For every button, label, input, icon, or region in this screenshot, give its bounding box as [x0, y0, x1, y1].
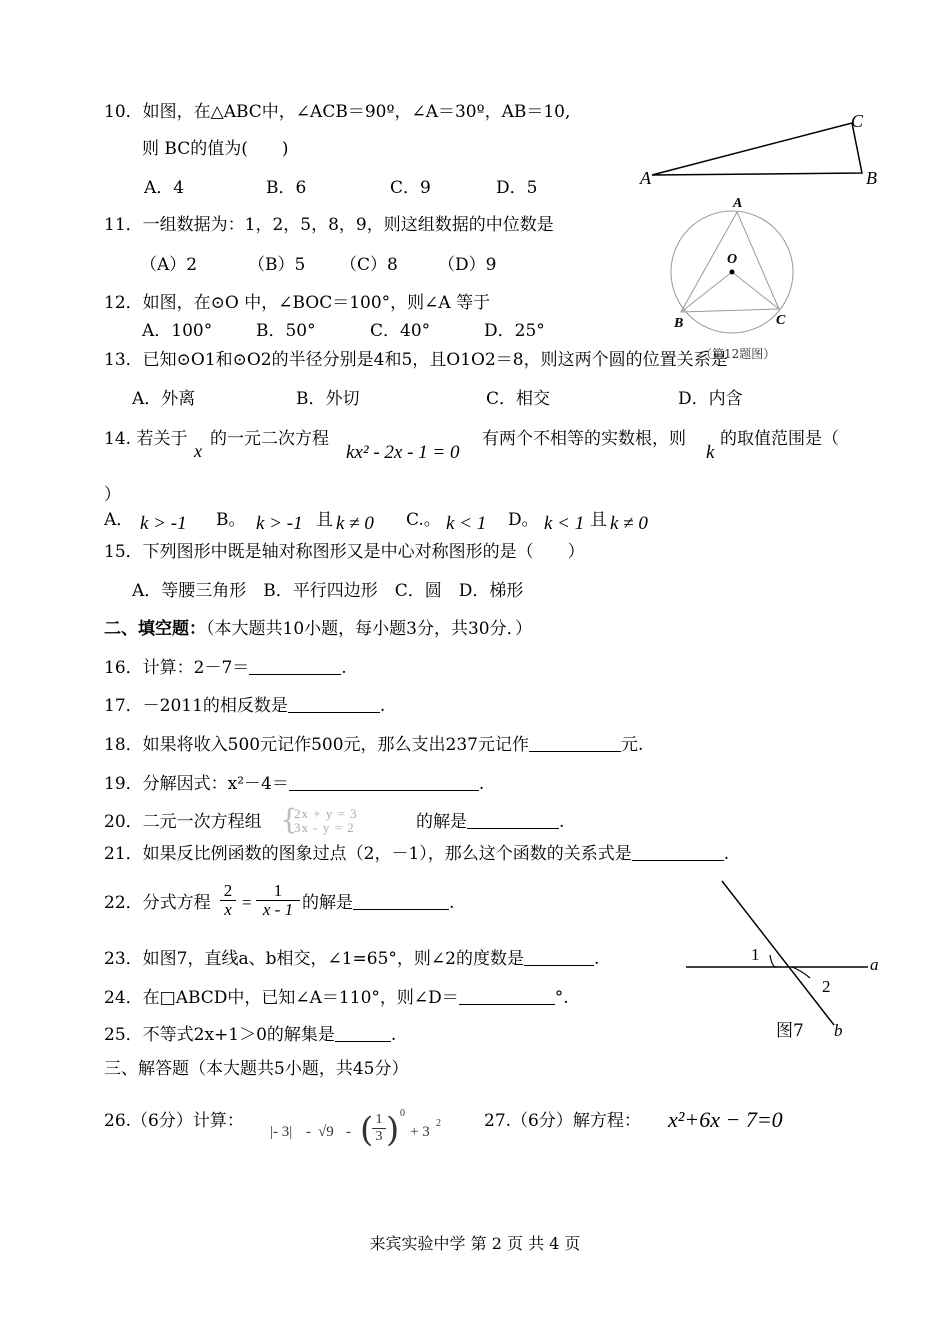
q16-text: 16．计算：2－7＝	[104, 658, 250, 678]
q20-end: .	[559, 812, 565, 832]
q20-system: { 2x + y = 3 3x - y = 2	[280, 803, 358, 836]
q26-plus: + 3	[410, 1124, 430, 1140]
q10-line2: 则 BC的值为( )	[142, 139, 289, 159]
q17-text: 17．－2011的相反数是	[104, 696, 288, 716]
q14-option-b-and: 且	[316, 510, 333, 530]
q24-answer-blank[interactable]	[459, 988, 555, 1005]
q22-fraction-2	[256, 882, 300, 919]
q14-prefix: 14. 若关于	[104, 429, 188, 449]
q22-den1: x	[224, 900, 232, 919]
q13-option-b: B．外切	[296, 389, 360, 409]
q26-abs: |- 3|	[270, 1124, 293, 1140]
q26-exp0: 0	[400, 1108, 405, 1119]
q14-option-a-value: k > -1	[140, 513, 187, 534]
q10-label-a: A	[640, 168, 651, 188]
q22-equals: =	[242, 893, 252, 912]
q12-label-c: C	[776, 313, 786, 328]
q14-option-b-label: B。	[216, 510, 246, 530]
q11-option-b: （B）5	[248, 255, 306, 275]
q25-text: 25．不等式2x+1＞0的解集是	[104, 1025, 335, 1045]
q18-end: 元.	[620, 735, 644, 755]
q19-end: .	[478, 774, 485, 794]
q26-sqrt: √9	[318, 1124, 334, 1140]
q14-mid1: 的一元二次方程	[210, 429, 329, 449]
q14-var-k: k	[706, 442, 715, 463]
q14-var-x: x	[194, 441, 202, 461]
q22-den2: x - 1	[262, 900, 294, 919]
q12-option-c: C．40°	[370, 321, 431, 341]
q12-label-o: O	[727, 252, 738, 267]
q10-label-b: B	[866, 168, 877, 188]
q26-frac-den: 3	[375, 1129, 383, 1144]
q18-answer-blank[interactable]	[529, 735, 621, 752]
q12-option-d: D．25°	[484, 321, 545, 341]
q10-option-a: A．4	[144, 178, 185, 198]
q15-options: A．等腰三角形 B．平行四边形 C．圆 D．梯形	[132, 581, 524, 601]
q23-figure-caption: 图7	[776, 1021, 804, 1041]
q17-answer-blank[interactable]	[288, 696, 380, 713]
q24-end: °.	[554, 988, 569, 1008]
q12-option-a: A．100°	[142, 321, 213, 341]
q14-option-b-value: k > -1	[256, 513, 303, 534]
q12-label-a: A	[733, 196, 743, 211]
q24-text: 24．在□ABCD中，已知∠A＝110°，则∠D＝	[104, 988, 459, 1008]
q14-equation: kx² - 2x - 1 = 0	[346, 442, 460, 463]
q12-text: 12．如图，在⊙O 中，∠BOC＝100°，则∠A 等于	[104, 293, 491, 313]
q12-figure-caption: （第12题图）	[700, 347, 776, 361]
q23-label-a: a	[870, 955, 879, 974]
q15-text: 15．下列图形中既是轴对称图形又是中心对称图形的是（ ）	[104, 542, 585, 562]
q14-option-b-value2: k ≠ 0	[336, 513, 374, 534]
q23-answer-blank[interactable]	[524, 949, 594, 966]
q10-label-c: C	[851, 111, 864, 131]
q16-end: .	[341, 658, 347, 678]
q23-label-2: 2	[822, 977, 831, 996]
q26-expression: |- 3| - √9 - ( 1 3 ) 0 + 3 2	[270, 1108, 441, 1150]
q12-label-b: B	[674, 316, 684, 331]
q26-exp2: 2	[436, 1118, 441, 1129]
q14-option-c-label: C.。	[406, 510, 441, 530]
q14-suffix: 的取值范围是（	[720, 429, 839, 449]
section2-title: 二、填空题：	[104, 619, 206, 639]
q20-mid: 的解是	[416, 812, 467, 832]
q10-option-b: B．6	[266, 178, 307, 198]
q26-minus2: -	[346, 1124, 351, 1140]
q25-answer-blank[interactable]	[335, 1025, 391, 1042]
q11-option-a: （A）2	[140, 255, 198, 275]
q13-text: 13．已知⊙O1和⊙O2的半径分别是4和5，且O1O2＝8，则这两个圆的位置关系是	[104, 350, 728, 370]
q22-text: 22．分式方程	[104, 893, 211, 913]
q23-end: .	[593, 949, 600, 969]
q20-system-bottom: 3x - y = 2	[294, 820, 355, 835]
q22-end: .	[449, 893, 455, 913]
q23-label-1: 1	[751, 945, 760, 964]
q20-answer-blank[interactable]	[467, 812, 559, 829]
q14-option-d-value: k < 1	[544, 513, 585, 534]
q10-line1: 10．如图，在△ABC中，∠ACB＝90º，∠A＝30º，AB＝10,	[104, 102, 571, 122]
q14-option-d-value2: k ≠ 0	[610, 513, 648, 534]
q10-option-c: C．9	[390, 178, 431, 198]
q25-end: .	[390, 1025, 397, 1045]
q22-num2: 1	[273, 881, 283, 900]
q26-text: 26.（6分）计算：	[104, 1111, 244, 1131]
q27-equation: x²+6x − 7=0	[668, 1107, 783, 1132]
q14-option-a-label: A．	[104, 510, 134, 530]
q14-close: ）	[104, 485, 121, 505]
q21-answer-blank[interactable]	[632, 844, 724, 861]
q19-answer-blank[interactable]	[289, 774, 479, 791]
q23-label-b: b	[834, 1021, 843, 1040]
q23-text: 23．如图7，直线a、b相交，∠1=65°，则∠2的度数是	[104, 949, 524, 969]
q20-system-top: 2x + y = 3	[294, 806, 358, 821]
section3-title: 三、解答题（本大题共5小题，共45分）	[104, 1059, 409, 1079]
q26-minus1: -	[306, 1124, 311, 1140]
q13-option-c: C．相交	[486, 389, 551, 409]
q17-end: .	[379, 696, 386, 716]
q14-option-c-value: k < 1	[446, 513, 487, 534]
q22-fraction-1	[220, 882, 236, 919]
q11-text: 11．一组数据为：1，2，5，8，9，则这组数据的中位数是	[104, 215, 554, 235]
q11-option-c: （C）8	[340, 255, 398, 275]
q22-answer-blank[interactable]	[353, 893, 449, 910]
q14-option-d-and: 且	[590, 510, 607, 530]
page-footer: 来宾实验中学 第 2 页 共 4 页	[369, 1234, 581, 1253]
q21-end: .	[723, 844, 730, 864]
q21-text: 21．如果反比例函数的图象过点（2，－1），那么这个函数的关系式是	[104, 844, 632, 864]
q16-answer-blank[interactable]	[249, 658, 341, 675]
q26-frac-num: 1	[375, 1112, 383, 1127]
q27-text: 27.（6分）解方程：	[484, 1111, 641, 1131]
q10-option-d: D．5	[496, 178, 538, 198]
q22-num1: 2	[223, 881, 233, 900]
q12-option-b: B．50°	[256, 321, 316, 341]
q20-text: 20．二元一次方程组	[104, 812, 262, 832]
q13-option-d: D．内含	[678, 389, 743, 409]
q19-text: 19．分解因式：x²－4＝	[104, 774, 289, 794]
q14-option-d-label: D。	[508, 510, 539, 530]
q22-mid: 的解是	[302, 893, 353, 913]
section2-note: （本大题共10小题，每小题3分，共30分．）	[206, 619, 533, 639]
q11-option-d: （D）9	[438, 255, 497, 275]
q14-mid2: 有两个不相等的实数根，则	[482, 429, 686, 449]
q13-option-a: A．外离	[132, 389, 196, 409]
q18-text: 18．如果将收入500元记作500元，那么支出237元记作	[104, 735, 529, 755]
